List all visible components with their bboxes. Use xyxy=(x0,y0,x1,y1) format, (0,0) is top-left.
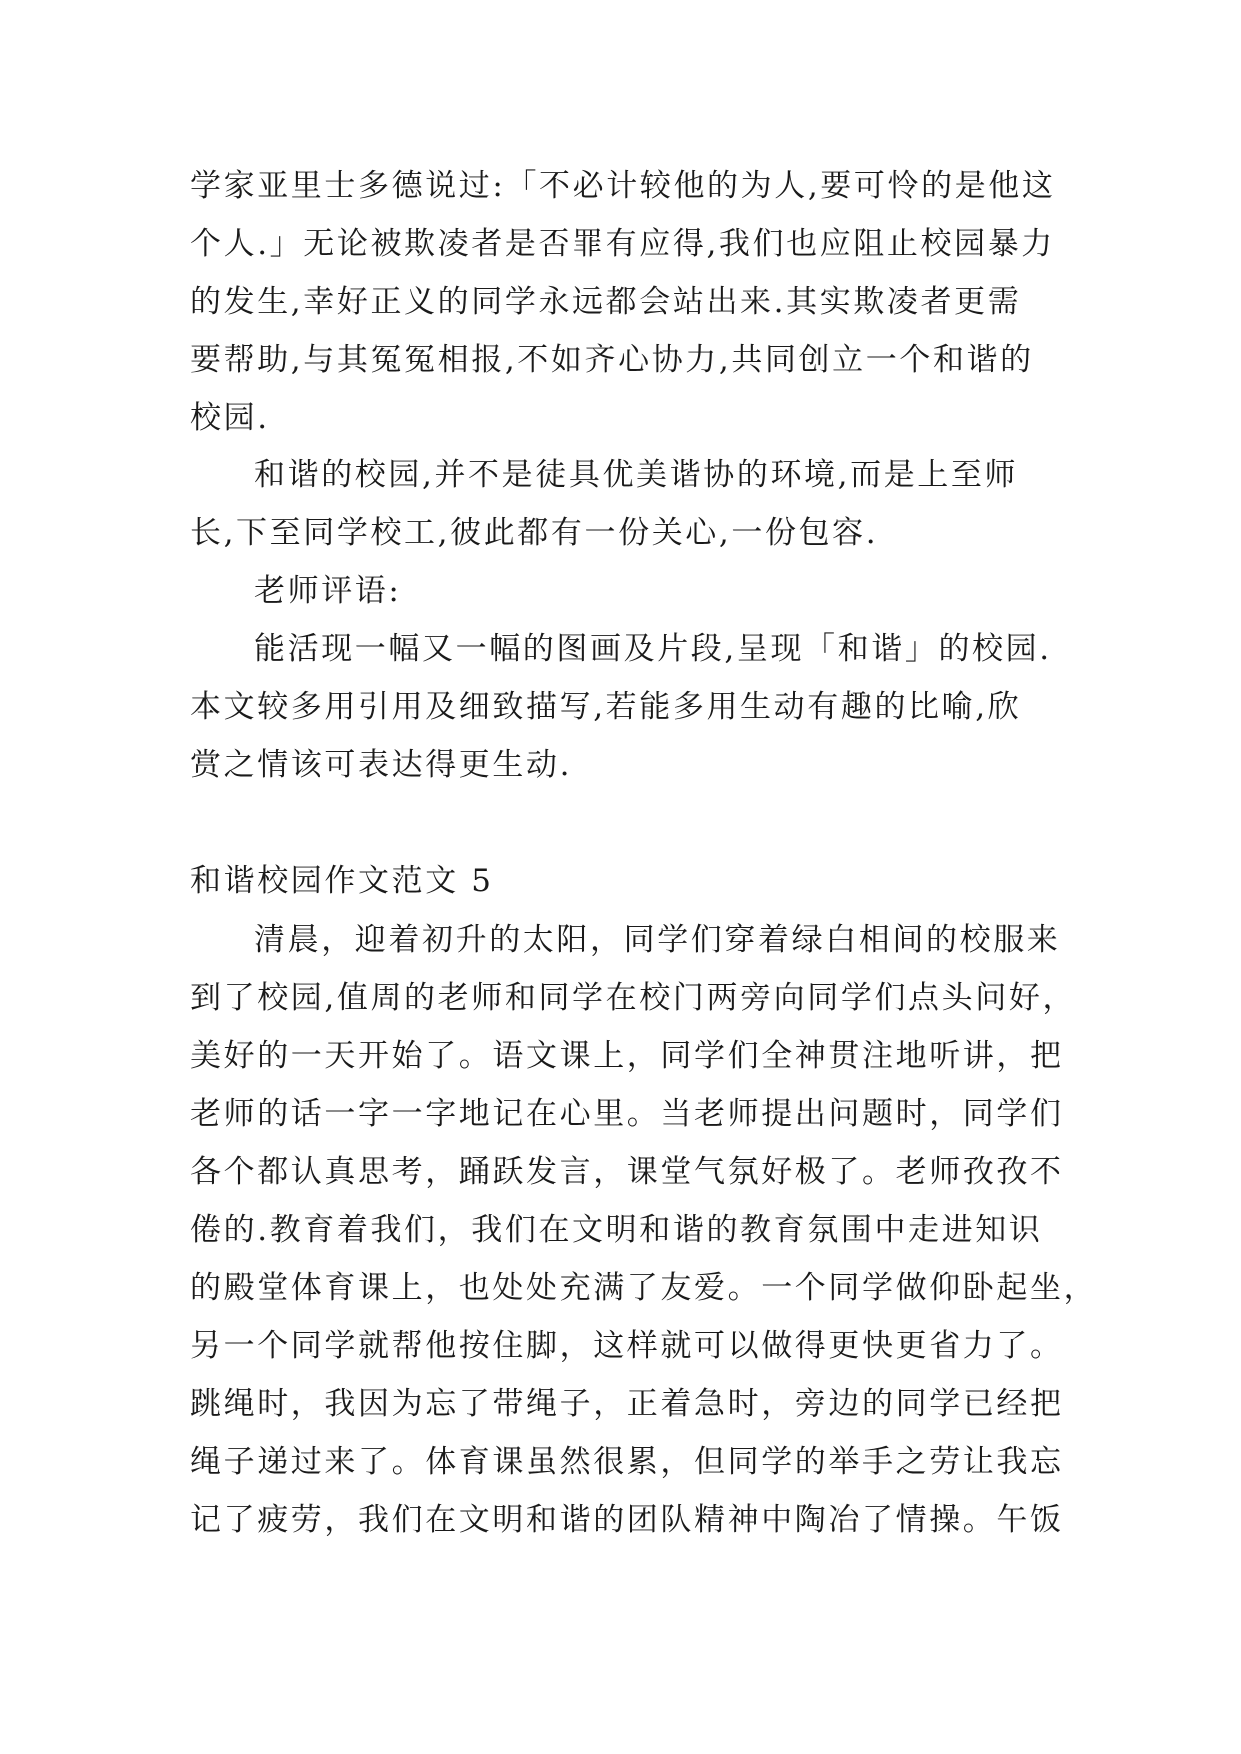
text-line: 另一个同学就帮他按住脚，这样就可以做得更快更省力了。 xyxy=(190,1328,1064,1364)
text-line: 老师的话一字一字地记在心里。当老师提出问题时，同学们 xyxy=(190,1096,1064,1132)
paragraph-start: 能活现一幅又一幅的图画及片段,呈现「和谐」的校园. xyxy=(254,631,1052,667)
text-line: 学家亚里士多德说过:「不必计较他的为人,要可怜的是他这 xyxy=(190,168,1056,204)
text-line: 校园. xyxy=(190,400,270,436)
text-line: 记了疲劳，我们在文明和谐的团队精神中陶冶了情操。午饭 xyxy=(190,1502,1064,1538)
section-title: 和谐校园作文范文 5 xyxy=(190,863,494,899)
text-line: 赏之情该可表达得更生动. xyxy=(190,747,573,783)
text-line: 各个都认真思考，踊跃发言，课堂气氛好极了。老师孜孜不 xyxy=(190,1154,1064,1190)
text-line: 到了校园,值周的老师和同学在校门两旁向同学们点头问好， xyxy=(190,980,1077,1016)
text-line: 绳子递过来了。体育课虽然很累，但同学的举手之劳让我忘 xyxy=(190,1444,1064,1480)
paragraph-start: 清晨，迎着初升的太阳，同学们穿着绿白相间的校服来 xyxy=(254,922,1061,958)
text-line: 要帮助,与其冤冤相报,不如齐心协力,共同创立一个和谐的 xyxy=(190,342,1034,378)
text-line: 长,下至同学校工,彼此都有一份关心,一份包容. xyxy=(190,515,879,551)
paragraph-start: 和谐的校园,并不是徒具优美谐协的环境,而是上至师 xyxy=(254,457,1019,493)
text-line: 倦的.教育着我们，我们在文明和谐的教育氛围中走进知识 xyxy=(190,1212,1043,1248)
text-line: 的发生,幸好正义的同学永远都会站出来.其实欺凌者更需 xyxy=(190,284,1022,320)
text-line: 本文较多用引用及细致描写,若能多用生动有趣的比喻,欣 xyxy=(190,689,1022,725)
text-line: 个人.」无论被欺凌者是否罪有应得,我们也应阻止校园暴力 xyxy=(190,226,1055,262)
text-line: 跳绳时，我因为忘了带绳子，正着急时，旁边的同学已经把 xyxy=(190,1386,1064,1422)
text-line: 美好的一天开始了。语文课上，同学们全神贯注地听讲，把 xyxy=(190,1038,1064,1074)
teacher-comment-label: 老师评语: xyxy=(254,573,402,609)
text-line: 的殿堂体育课上，也处处充满了友爱。一个同学做仰卧起坐， xyxy=(190,1270,1098,1306)
